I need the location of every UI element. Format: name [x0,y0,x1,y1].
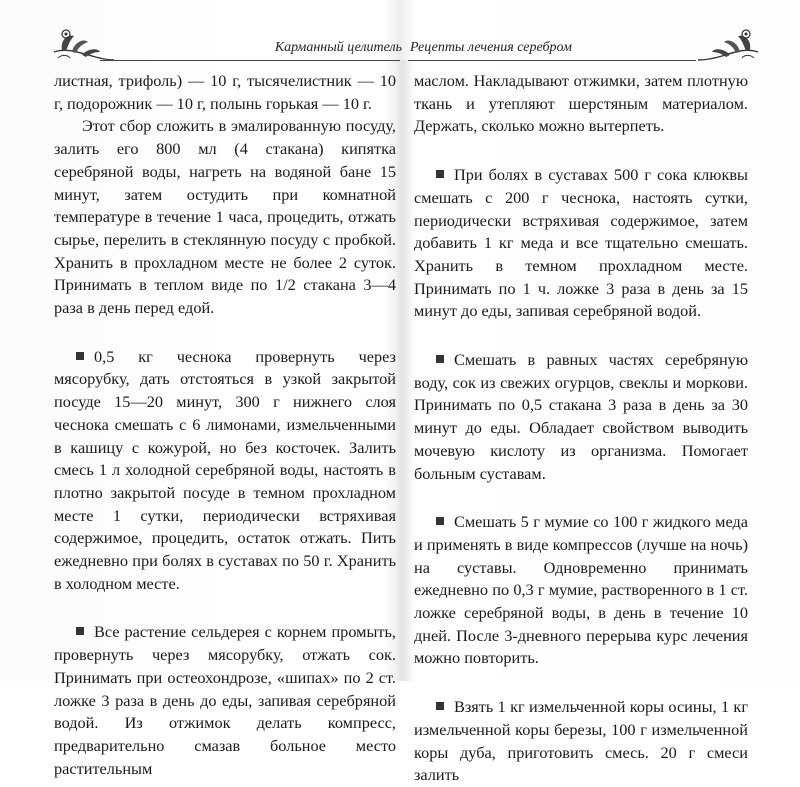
square-bullet-icon [436,517,444,525]
right-page-text [414,70,748,785]
recipe-paragraph [414,349,748,485]
square-bullet-icon [436,355,444,363]
gutter [396,60,412,681]
paragraph: листная, трифоль) — 10 г, тысячелистник — 10 г, подорожник — 10 г, полынь горькая — 10 г. [54,71,396,113]
recipe-text: 0,5 кг чеснока провернуть через мясорубку, дать отстояться в узкой закрытой посуде 15—20 минут, 300 г нижнего слоя чеснока смешать с 6 лимонами, измельченными в кашицу с кожурой, но без косточек. Залить смесь 1 л холодной серебряной воды, настоять в плотно закрытой посуде в темном прохладном месте 1 сутки, периодически встряхивая содержимое, процедить, остаток отжать. Пить ежедневно при болях в суставах по 50 г. Хранить в холодном месте. [54,346,396,593]
header-rule-left [100,60,400,61]
floral-ornament-icon [696,22,760,64]
recipe-text: Все растение сельдерея с корнем промыть, провернуть через мясорубку, отжать сок. Принимать при остеохондрозе, «шипах» по 2 ст. ложке 3 раза в день до еды, запивая серебряной водой. Из отжимок делать компресс, предварительно смазав больное место растительным [54,622,396,778]
header-rule-right [408,60,696,61]
recipe-paragraph [54,346,396,596]
square-bullet-icon [76,352,84,360]
running-head-left: Карманный целитель [274,40,402,55]
recipe-text: При болях в суставах 500 г сока клюквы смешать с 200 г чеснока, настоять сутки, периодически встряхивая содержимое, затем добавить 1 кг меда и все тщательно смешать. Хранить в темном прохладном месте. Принимать по 1 ч. ложке 3 раза в день за 15 минут до еды, запивая серебряной водой. [414,165,748,321]
recipe-text: Взять 1 кг измельченной коры осины, 1 кг измельченной коры березы, 100 г измельченной коры дуба, приготовить смесь. 20 г смеси залить [414,697,748,785]
floral-ornament-icon [52,22,116,64]
recipe-paragraph [54,621,396,780]
recipe-paragraph [414,511,748,670]
recipe-paragraph [414,164,748,323]
square-bullet-icon [436,170,444,178]
paragraph: маслом. Накладывают отжимки, затем плотную ткань и утепляют шерстяным материалом. Держать, сколько можно вытерпеть. [414,71,748,136]
running-head-right: Рецепты лечения серебром [410,40,572,55]
recipe-text: Смешать 5 г мумие со 100 г жидкого меда и применять в виде компрессов (лучше на ночь) на суставы. Одновременно принимать ежедневно по 0,3 г мумие, растворенного в 1 ст. ложке серебряной воды, в день в течение 10 дней. После 3-дневного перерыва курс лечения можно повторить. [414,512,748,668]
paragraph: Этот сбор сложить в эмалированную посуду, залить его 800 мл (4 стакана) кипятка серебряной воды, нагреть на водяной бане 15 минут, затем остудить при комнатной температуре в течение 1 часа, процедить, отжать сырье, перелить в стеклянную посуду с пробкой. Хранить в прохладном месте не более 2 суток. Принимать в теплом виде по 1/2 стакана 3—4 раза в день перед едой. [54,116,396,318]
recipe-text: Смешать в равных частях серебряную воду, сок из свежих огурцов, свеклы и моркови. Принимать по 0,5 стакана 3 раза в день за 30 минут до еды. Обладает свойством выводить мочевую кислоту из организма. Помогает больным суставам. [414,350,748,483]
square-bullet-icon [436,702,444,710]
square-bullet-icon [76,627,84,635]
recipe-paragraph [414,696,748,787]
left-page-text [54,70,396,778]
